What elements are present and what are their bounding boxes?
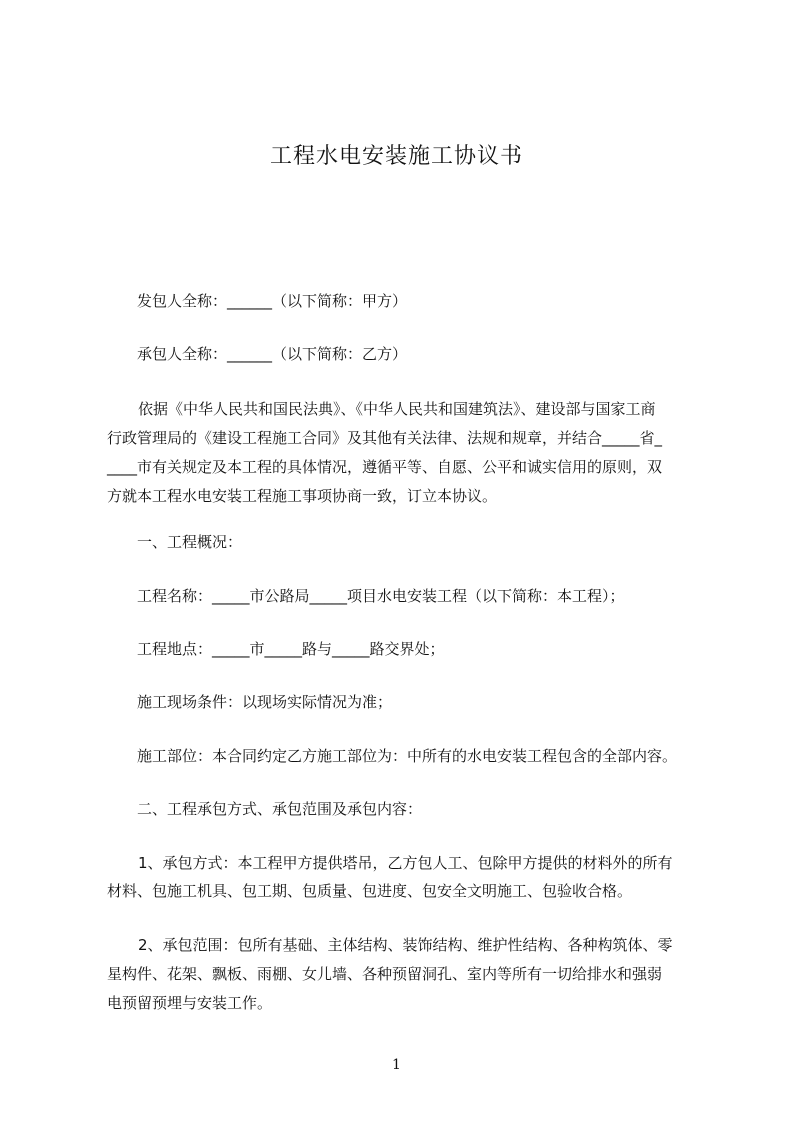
preamble-line-2: 行政管理局的《建设工程施工合同》及其他有关法律、法规和规章，并结合_____省_ xyxy=(107,429,663,447)
contract-method-line-1: 1、承包方式：本工程甲方提供塔吊，乙方包人工、包除甲方提供的材料外的所有 xyxy=(138,854,673,872)
page-number: 1 xyxy=(392,1057,401,1073)
preamble-line-3: ____市有关规定及本工程的具体情况，遵循平等、自愿、公平和诚实信用的原则，双 xyxy=(107,458,663,476)
contract-scope-line-3: 电预留预埋与安装工作。 xyxy=(107,994,273,1012)
construction-scope-line: 施工部位：本合同约定乙方施工部位为：中所有的水电安装工程包含的全部内容。 xyxy=(137,747,678,765)
section-1-heading: 一、工程概况： xyxy=(137,533,243,551)
section-2-heading: 二、工程承包方式、承包范围及承包内容： xyxy=(137,800,423,818)
party-a-line: 发包人全称：______（以下简称：甲方） xyxy=(137,292,408,310)
document-title: 工程水电安装施工协议书 xyxy=(269,144,523,169)
contract-scope-line-1: 2、承包范围：包所有基础、主体结构、装饰结构、维护性结构、各种构筑体、零 xyxy=(138,936,673,954)
preamble-line-4: 方就本工程水电安装工程施工事项协商一致，订立本协议。 xyxy=(107,487,498,505)
party-b-line: 承包人全称：______（以下简称：乙方） xyxy=(137,345,408,363)
project-location-line: 工程地点：_____市_____路与_____路交界处； xyxy=(137,640,445,658)
site-conditions-line: 施工现场条件：以现场实际情况为准； xyxy=(137,693,393,711)
contract-scope-line-2: 星构件、花架、飘板、雨棚、女儿墙、各种预留洞孔、室内等所有一切给排水和强弱 xyxy=(107,965,663,983)
project-name-line: 工程名称：_____市公路局_____项目水电安装工程（以下简称：本工程）； xyxy=(137,587,625,605)
contract-method-line-2: 材料、包施工机具、包工期、包质量、包进度、包安全文明施工、包验收合格。 xyxy=(107,882,633,900)
preamble-line-1: 依据《中华人民共和国民法典》、《中华人民共和国建筑法》、建设部与国家工商 xyxy=(138,400,656,418)
